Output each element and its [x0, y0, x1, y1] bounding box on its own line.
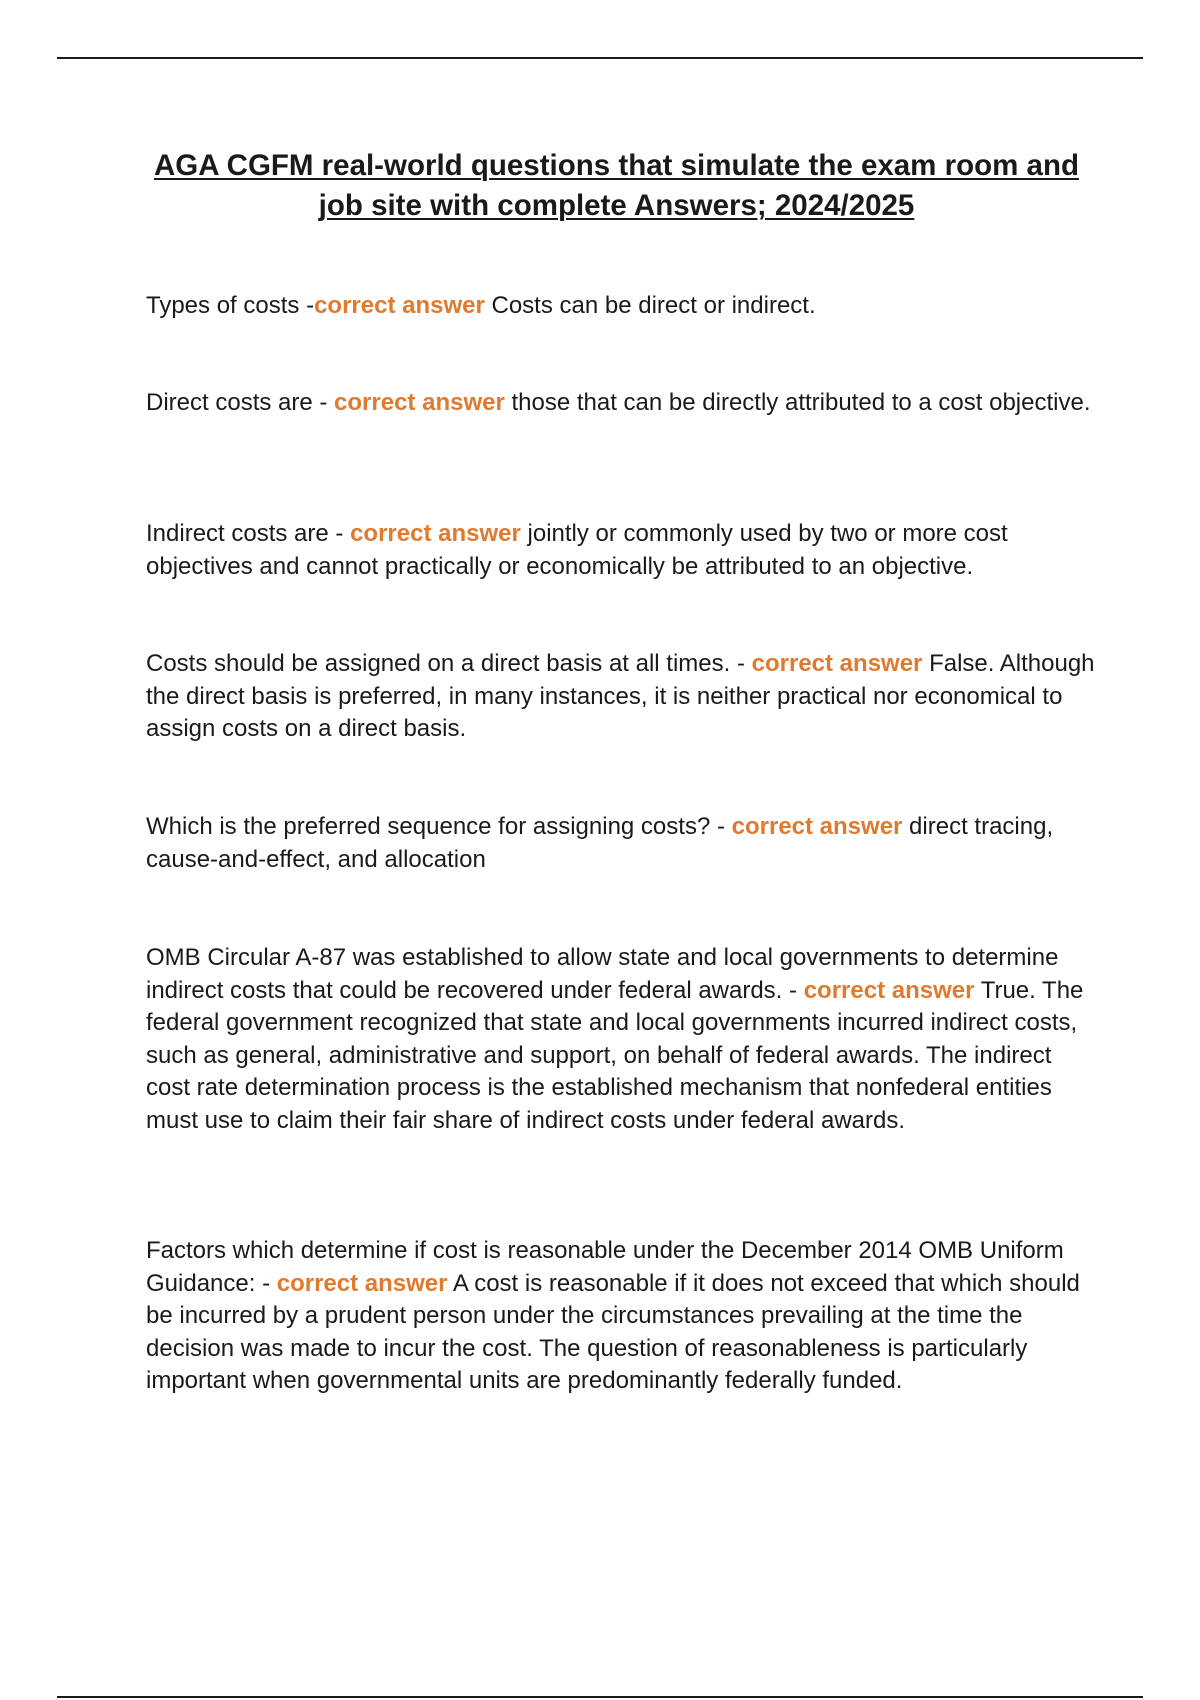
- answer-text: jointly or commonly used by two or more cost objectives and cannot practically or economically be attributed to an objective.: [146, 520, 1008, 580]
- document-title: AGA CGFM real-world questions that simulate the exam room and job site with complete Answers; 2024/2025: [153, 149, 1079, 222]
- answer-label: correct answer: [314, 292, 485, 319]
- qa-item: [146, 648, 1096, 746]
- qa-item: [146, 387, 1096, 420]
- answer-text: direct tracing, cause-and-effect, and allocation: [146, 813, 1054, 873]
- question-text: Factors which determine if cost is reasonable under the December 2014 OMB Uniform Guidance: -: [146, 1237, 1064, 1297]
- question-text: Types of costs -: [146, 292, 315, 319]
- question-text: Costs should be assigned on a direct basis at all times. -: [146, 650, 752, 677]
- question-text: Which is the preferred sequence for assigning costs? -: [146, 813, 732, 840]
- answer-label: correct answer: [334, 389, 505, 416]
- answer-label: correct answer: [350, 520, 521, 547]
- answer-label: correct answer: [803, 976, 975, 1004]
- answer-text: Costs can be direct or indirect.: [484, 292, 816, 319]
- qa-item: [146, 1235, 1096, 1398]
- answer-label: correct answer: [751, 650, 923, 677]
- qa-item: [146, 942, 1096, 1138]
- qa-item: [146, 518, 1096, 583]
- answer-label: correct answer: [731, 813, 903, 840]
- top-rule: [57, 57, 1143, 59]
- answer-text: A cost is reasonable if it does not exceed that which should be incurred by a prudent person under the circumstances prevailing at the time the decision was made to incur the cost. The question of reasonableness is particularly important when governmental units are predominantly federally funded.: [146, 1269, 1080, 1395]
- answer-text: those that can be directly attributed to a cost objective.: [504, 389, 1091, 416]
- bottom-rule: [57, 1696, 1143, 1698]
- answer-text: False. Although the direct basis is preferred, in many instances, it is neither practical nor economical to assign costs on a direct basis.: [146, 650, 1095, 743]
- answer-text: True. The federal government recognized that state and local governments incurred indirect costs, such as general, administrative and support, on behalf of federal awards. The indirect cost rate determination process is the established mechanism that nonfederal entities must use to claim their fair share of indirect costs under federal awards.: [146, 976, 1084, 1134]
- answer-label: correct answer: [276, 1269, 448, 1297]
- qa-item: [146, 811, 1096, 876]
- question-text: OMB Circular A-87 was established to allow state and local governments to determine indirect costs that could be recovered under federal awards. -: [146, 944, 1059, 1004]
- question-text: Direct costs are -: [146, 389, 335, 416]
- question-text: Indirect costs are -: [146, 520, 351, 547]
- qa-item: [146, 290, 1096, 323]
